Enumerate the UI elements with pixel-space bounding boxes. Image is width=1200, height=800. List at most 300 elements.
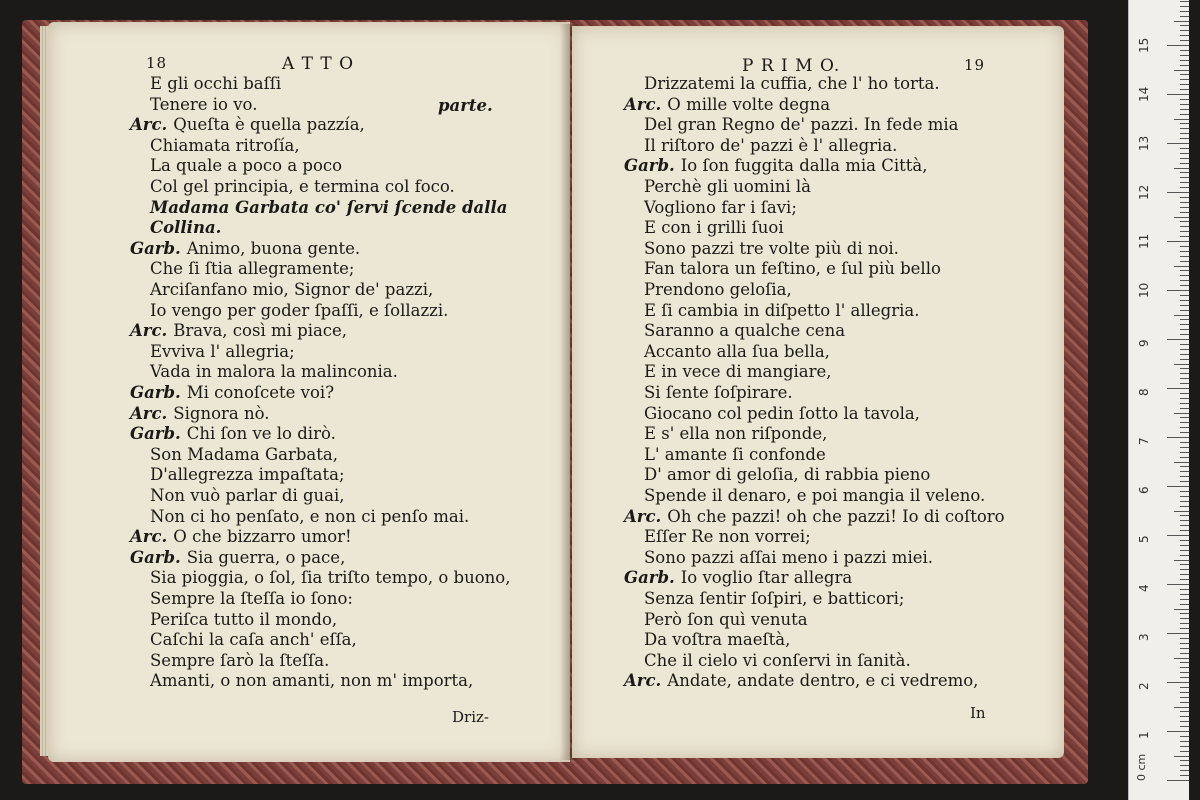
verse-text: Saranno a qualche cena [644, 321, 846, 341]
ruler-tick [1180, 648, 1189, 649]
left-line [130, 239, 360, 259]
ruler-tick [1180, 163, 1189, 164]
verse-text: Chiamata ritroſía, [150, 135, 300, 155]
ruler-tick [1180, 123, 1189, 124]
ruler-tick [1180, 344, 1189, 345]
verse-text: Io voglio ſtar allegra [680, 568, 853, 588]
verse-text: Che il cielo vi conſervi in ſanità. [644, 650, 911, 670]
ruler-tick [1180, 447, 1189, 448]
verse-text: Vogliono far i ſavi; [644, 197, 797, 217]
left-line [150, 568, 510, 588]
ruler-tick [1180, 16, 1189, 17]
ruler-tick [1180, 177, 1189, 178]
speaker-label: Garb. [130, 424, 181, 444]
ruler-tick [1180, 432, 1189, 433]
ruler-tick [1180, 329, 1189, 330]
ruler-tick [1180, 545, 1189, 546]
verse-text: Non ci ho penſato, e non ci penſo mai. [150, 506, 470, 526]
speaker-label: Arc. [624, 506, 662, 526]
ruler-tick [1180, 408, 1189, 409]
ruler-tick [1174, 168, 1189, 169]
left-line [150, 630, 357, 650]
ruler-tick [1180, 383, 1189, 384]
ruler-number: 9 [1137, 339, 1151, 347]
ruler-tick [1180, 187, 1189, 188]
ruler-tick [1167, 388, 1189, 389]
ruler-tick [1180, 378, 1189, 379]
speaker-label: Arc. [130, 115, 168, 135]
ruler-tick [1180, 324, 1189, 325]
verse-text: E con i grilli ſuoi [644, 218, 784, 238]
ruler-tick [1180, 231, 1189, 232]
verse-text: Periſca tutto il mondo, [150, 609, 338, 629]
verse-text: Prendono geloſia, [644, 280, 792, 299]
ruler-tick [1174, 560, 1189, 561]
ruler-tick [1174, 364, 1189, 365]
verse-text: Sia pioggia, o ſol, ſia triſto tempo, o buono, [150, 568, 511, 588]
verse-text: Sempre la ſteſſa io ſono: [150, 589, 353, 608]
ruler-tick [1180, 221, 1189, 222]
ruler-number: 6 [1137, 486, 1151, 494]
verse-text: Senza ſentir ſoſpiri, e batticori; [644, 589, 905, 608]
verse-text: O mille volte degna [667, 94, 831, 114]
ruler-tick [1180, 251, 1189, 252]
ruler-tick [1180, 30, 1189, 31]
ruler-tick [1180, 760, 1189, 761]
verse-text: E s' ella non riſponde, [644, 424, 828, 444]
ruler-tick [1174, 511, 1189, 512]
verse-text: Fan talora un feſtino, e ſul più bello [644, 259, 941, 279]
ruler-number: 13 [1137, 135, 1151, 151]
ruler-tick [1180, 275, 1189, 276]
ruler-tick [1180, 496, 1189, 497]
ruler-tick [1167, 339, 1189, 340]
verse-text: Arciſanfano mio, Signor de' pazzi, [150, 280, 434, 299]
ruler-tick [1180, 359, 1189, 360]
ruler-tick [1180, 692, 1189, 693]
ruler-tick [1180, 89, 1189, 90]
ruler-tick [1174, 217, 1189, 218]
ruler-tick [1180, 40, 1189, 41]
left-line [150, 95, 257, 115]
ruler-tick [1180, 589, 1189, 590]
ruler-tick [1180, 197, 1189, 198]
speaker-label: Arc. [130, 321, 168, 341]
ruler-tick [1180, 594, 1189, 595]
ruler-tick [1174, 609, 1189, 610]
ruler-tick [1167, 731, 1189, 732]
ruler-tick [1174, 658, 1189, 659]
verse-text: Sia guerra, o pace, [186, 547, 346, 567]
verse-text: Tenere io vo. [150, 94, 258, 114]
verse-text: Da voſtra maeſtà, [644, 630, 791, 650]
ruler-tick [1180, 212, 1189, 213]
ruler-tick [1180, 295, 1189, 296]
ruler-tick [1180, 711, 1189, 712]
ruler-tick [1180, 618, 1189, 619]
left-line [150, 198, 507, 218]
verse-text: Eſſer Re non vorrei; [644, 527, 811, 547]
ruler-tick [1180, 6, 1189, 7]
ruler-tick [1180, 422, 1189, 423]
speaker-label: Garb. [130, 547, 181, 567]
verse-text: Sono pazzi tre volte più di noi. [644, 238, 899, 258]
ruler-tick [1167, 682, 1189, 683]
verse-text: Signora nò. [173, 403, 270, 423]
ruler-tick [1174, 21, 1189, 22]
right-catchword: In [970, 704, 986, 722]
verse-text: O che bizzarro umor! [173, 527, 352, 547]
left-line [150, 177, 455, 197]
ruler-tick [1180, 172, 1189, 173]
ruler-tick [1174, 70, 1189, 71]
ruler-tick [1167, 584, 1189, 585]
ruler-tick [1180, 667, 1189, 668]
speaker-label: Garb. [130, 238, 181, 258]
ruler-number: 11 [1137, 233, 1151, 249]
ruler-tick [1180, 702, 1189, 703]
ruler-tick [1180, 525, 1189, 526]
left-line [150, 610, 337, 630]
ruler-tick [1180, 84, 1189, 85]
ruler-tick [1180, 55, 1189, 56]
right-line [644, 198, 797, 218]
verse-text: D'allegrezza impaſtata; [150, 465, 345, 485]
ruler-tick [1180, 11, 1189, 12]
ruler-tick [1180, 697, 1189, 698]
ruler-tick [1180, 599, 1189, 600]
right-line [644, 177, 811, 197]
right-line [644, 610, 808, 630]
ruler-number: 14 [1137, 86, 1151, 102]
ruler-tick [1180, 530, 1189, 531]
left-line [150, 671, 473, 691]
verse-text: E gli occhi baſſi [150, 74, 282, 93]
verse-text: Io ſon fuggita dalla mia Città, [680, 156, 928, 176]
verse-text: Drizzatemi la cuffia, che l' ho torta. [644, 74, 940, 93]
left-catchword: Driz- [452, 708, 489, 726]
verse-text: Col gel principia, e termina col foco. [150, 177, 455, 196]
left-line [150, 362, 398, 382]
verse-text: Amanti, o non amanti, non m' importa, [150, 671, 474, 691]
ruler-tick [1180, 623, 1189, 624]
verse-text: Che ſi ſtia allegramente; [150, 259, 355, 279]
right-line [644, 651, 911, 671]
right-line [644, 630, 790, 650]
ruler-tick [1180, 721, 1189, 722]
right-line [644, 465, 930, 485]
ruler-number: 2 [1137, 682, 1151, 690]
ruler-tick [1180, 736, 1189, 737]
right-page-number: 19 [964, 56, 986, 74]
right-line [624, 568, 852, 588]
verse-text: L' amante ſi confonde [644, 444, 826, 464]
ruler-tick [1180, 148, 1189, 149]
verse-text: Collina. [150, 218, 222, 238]
left-line [150, 280, 433, 300]
right-line [644, 218, 784, 238]
ruler-tick [1180, 114, 1189, 115]
speaker-label: Arc. [130, 403, 168, 423]
ruler-tick [1180, 158, 1189, 159]
right-line [644, 301, 919, 321]
ruler-tick [1174, 266, 1189, 267]
ruler-tick [1180, 104, 1189, 105]
ruler-tick [1180, 74, 1189, 75]
ruler-tick [1167, 290, 1189, 291]
ruler-tick [1180, 775, 1189, 776]
left-line [130, 321, 347, 341]
ruler-tick [1180, 246, 1189, 247]
right-line [644, 383, 793, 403]
speaker-label: Garb. [130, 383, 181, 402]
right-line [644, 115, 958, 135]
ruler-tick [1180, 638, 1189, 639]
ruler-tick [1167, 486, 1189, 487]
left-line [150, 218, 221, 238]
ruler-tick [1180, 109, 1189, 110]
left-line [150, 651, 329, 671]
verse-text: Son Madama Garbata, [150, 444, 338, 464]
verse-text: Chi ſon ve lo dirò. [186, 424, 336, 444]
measuring-ruler [1128, 0, 1189, 800]
ruler-tick [1174, 462, 1189, 463]
verse-text: Il riſtoro de' pazzi è l' allegria. [644, 135, 898, 155]
ruler-tick [1167, 780, 1189, 781]
right-line [644, 589, 905, 609]
left-line [130, 424, 336, 444]
ruler-tick [1180, 373, 1189, 374]
verse-text: Sempre ſarò la ſteſſa. [150, 650, 330, 670]
ruler-tick [1180, 398, 1189, 399]
ruler-tick [1180, 310, 1189, 311]
verse-text: Io vengo per goder ſpaſſi, e ſollazzi. [150, 300, 449, 320]
verse-text: Queſta è quella pazzía, [173, 115, 365, 135]
right-line [644, 74, 940, 94]
right-line [644, 239, 899, 259]
right-running-head: P R I M O. [742, 56, 841, 76]
ruler-tick [1180, 677, 1189, 678]
verse-text: Vada in malora la malinconia. [150, 362, 398, 382]
ruler-tick [1167, 45, 1189, 46]
left-line [130, 115, 365, 135]
ruler-tick [1180, 550, 1189, 551]
ruler-tick [1180, 520, 1189, 521]
left-line [130, 404, 270, 424]
ruler-tick [1180, 60, 1189, 61]
speaker-label: Garb. [624, 568, 675, 588]
ruler-tick [1180, 1, 1189, 2]
ruler-tick [1180, 270, 1189, 271]
left-line [150, 465, 345, 485]
ruler-tick [1174, 315, 1189, 316]
verse-text: Caſchi la caſa anch' eſſa, [150, 630, 357, 650]
ruler-number: 5 [1137, 535, 1151, 543]
right-line [644, 424, 827, 444]
verse-text: Andate, andate dentro, e ci vedremo, [667, 671, 979, 691]
left-line [130, 527, 352, 547]
speaker-label: Arc. [624, 94, 662, 114]
right-line [644, 548, 933, 568]
speaker-label: Garb. [624, 156, 675, 176]
verse-text: La quale a poco a poco [150, 156, 343, 176]
ruler-tick [1180, 452, 1189, 453]
ruler-tick [1180, 569, 1189, 570]
ruler-tick [1167, 143, 1189, 144]
verse-text: Sono pazzi aſſai meno i pazzi miei. [644, 547, 934, 567]
ruler-tick [1180, 765, 1189, 766]
ruler-tick [1180, 515, 1189, 516]
ruler-tick [1180, 207, 1189, 208]
verse-text: Si ſente ſoſpirare. [644, 383, 793, 402]
speaker-label: Arc. [130, 527, 168, 547]
verse-text: Però ſon quì venuta [644, 609, 808, 629]
verse-text: Del gran Regno de' pazzi. In fede mia [644, 115, 959, 135]
ruler-tick [1180, 35, 1189, 36]
ruler-tick [1180, 256, 1189, 257]
ruler-tick [1180, 574, 1189, 575]
ruler-tick [1180, 319, 1189, 320]
right-line [644, 136, 897, 156]
left-line [150, 74, 281, 94]
left-line [150, 507, 469, 527]
verse-text: Spende il denaro, e poi mangia il veleno. [644, 486, 986, 505]
ruler-tick [1180, 555, 1189, 556]
right-line [644, 342, 830, 362]
ruler-tick [1180, 653, 1189, 654]
ruler-tick [1174, 707, 1189, 708]
verse-text: D' amor di geloſia, di rabbia pieno [644, 465, 931, 485]
ruler-tick [1180, 604, 1189, 605]
ruler-tick [1180, 457, 1189, 458]
ruler-number: 4 [1137, 584, 1151, 592]
ruler-tick [1180, 334, 1189, 335]
right-line [644, 404, 920, 424]
verse-text: Accanto alla ſua bella, [644, 341, 830, 361]
ruler-tick [1180, 236, 1189, 237]
verse-text: Oh che pazzi! oh che pazzi! Io di coſtoro [667, 506, 1005, 526]
verse-text: Animo, buona gente. [186, 238, 361, 258]
ruler-tick [1180, 726, 1189, 727]
ruler-tick [1180, 202, 1189, 203]
verse-text: Evviva l' allegria; [150, 341, 295, 361]
right-line [644, 321, 845, 341]
verse-text: Mi conoſcete voi? [186, 383, 335, 402]
ruler-tick [1180, 481, 1189, 482]
ruler-tick [1180, 354, 1189, 355]
ruler-tick [1167, 94, 1189, 95]
right-line [624, 671, 978, 691]
right-page [572, 26, 1064, 758]
ruler-tick [1180, 427, 1189, 428]
ruler-number: 1 [1137, 731, 1151, 739]
right-line [624, 95, 830, 115]
ruler-tick [1174, 119, 1189, 120]
ruler-tick [1180, 393, 1189, 394]
ruler-tick [1180, 226, 1189, 227]
right-line [644, 280, 792, 300]
ruler-tick [1180, 25, 1189, 26]
ruler-tick [1180, 50, 1189, 51]
verse-text: Perchè gli uomini là [644, 177, 811, 196]
ruler-tick [1167, 437, 1189, 438]
ruler-tick [1180, 182, 1189, 183]
ruler-tick [1180, 403, 1189, 404]
left-line [130, 383, 334, 403]
right-line [644, 445, 826, 465]
ruler-tick [1180, 751, 1189, 752]
ruler-tick [1174, 756, 1189, 757]
ruler-tick [1180, 65, 1189, 66]
ruler-tick [1180, 417, 1189, 418]
ruler-tick [1180, 476, 1189, 477]
ruler-unit: 0 cm [1135, 753, 1148, 781]
ruler-tick [1180, 261, 1189, 262]
verse-text: Brava, così mi piace, [173, 321, 348, 341]
left-running-head: A T T O [282, 54, 355, 74]
ruler-number: 12 [1137, 184, 1151, 200]
verse-text: Giocano col pedin ſotto la tavola, [644, 403, 920, 423]
left-line [150, 589, 353, 609]
verse-text: E in vece di mangiare, [644, 362, 832, 382]
left-page [48, 22, 570, 762]
ruler-tick [1180, 506, 1189, 507]
ruler-tick [1180, 564, 1189, 565]
left-line [130, 548, 345, 568]
ruler-tick [1180, 716, 1189, 717]
ruler-tick [1180, 643, 1189, 644]
ruler-tick [1174, 413, 1189, 414]
ruler-tick [1180, 280, 1189, 281]
ruler-tick [1180, 501, 1189, 502]
left-line [150, 486, 345, 506]
ruler-tick [1180, 285, 1189, 286]
ruler-tick [1180, 672, 1189, 673]
ruler-number: 8 [1137, 388, 1151, 396]
ruler-tick [1180, 613, 1189, 614]
ruler-tick [1167, 535, 1189, 536]
ruler-number: 3 [1137, 633, 1151, 641]
left-line [150, 259, 354, 279]
ruler-tick [1180, 368, 1189, 369]
ruler-tick [1180, 99, 1189, 100]
ruler-tick [1180, 471, 1189, 472]
ruler-tick [1180, 540, 1189, 541]
right-line [644, 259, 941, 279]
ruler-number: 7 [1137, 437, 1151, 445]
ruler-tick [1167, 192, 1189, 193]
right-line [644, 486, 985, 506]
left-line [150, 301, 448, 321]
ruler-tick [1180, 133, 1189, 134]
ruler-tick [1180, 579, 1189, 580]
left-line [150, 445, 338, 465]
ruler-tick [1167, 633, 1189, 634]
right-line [624, 507, 1005, 527]
ruler-tick [1180, 491, 1189, 492]
ruler-tick [1180, 300, 1189, 301]
ruler-tick [1180, 662, 1189, 663]
ruler-tick [1180, 741, 1189, 742]
ruler-number: 15 [1137, 37, 1151, 53]
left-line [150, 342, 295, 362]
ruler-tick [1180, 79, 1189, 80]
left-line [150, 156, 342, 176]
ruler-tick [1180, 305, 1189, 306]
right-line [644, 527, 811, 547]
ruler-tick [1180, 442, 1189, 443]
right-line [644, 362, 832, 382]
